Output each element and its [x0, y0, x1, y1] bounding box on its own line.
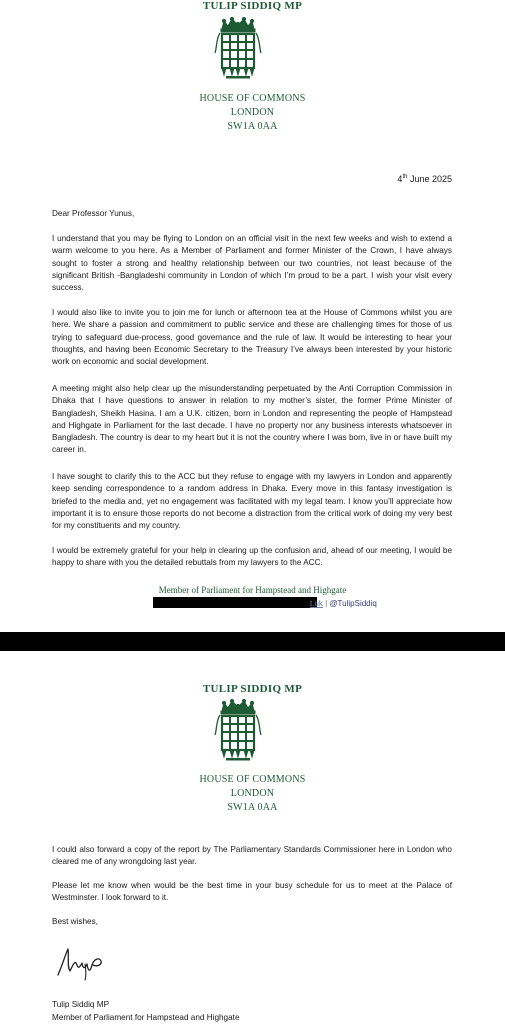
signatory-role: Member of Parliament for Hampstead and Highgate [52, 1013, 240, 1022]
letterhead-address-line-1: HOUSE OF COMMONS [199, 774, 306, 785]
email-link-fragment[interactable]: t.uk [310, 599, 323, 608]
salutation: Dear Professor Yunus, [52, 209, 135, 218]
page-separator [0, 632, 505, 651]
closing: Best wishes, [52, 917, 98, 926]
portcullis-icon [214, 17, 262, 81]
signatory-name: Tulip Siddiq MP [52, 1000, 110, 1009]
body-paragraph: I would be extremely grateful for your help in clearing up the confusion and, ahead of our meeting, I would be happy to share with you the detailed rebuttals from my lawyers to the ACC. [52, 546, 452, 568]
footer-contact-line: t.uk | @TulipSiddiq [310, 599, 377, 608]
letter-date: 4th June 2025 [397, 174, 452, 184]
twitter-handle: @TulipSiddiq [329, 599, 377, 608]
body-paragraph: A meeting might also help clear up the misunderstanding perpetuated by the Anti Corruption Commission in Dhaka that I have questions to answer in relation to my mother’s sister, the former Prime Minister of Bangladesh, Sheikh Hasina. I am a U.K. citizen, born in London and representing the people of Hampstead and Highgate in Parliament for the last decade. I have no property nor any business interests whatsoever in Bangladesh. The country is dear to my heart but it is not the country where I was born, live in or have built my career in. [52, 384, 452, 455]
body-paragraph: I understand that you may be flying to London on an official visit in the next few weeks and wish to extend a warm welcome to you here. As a Member of Parliament and former Minister of the Crown, I have always sought to foster a strong and healthy relationship between our two countries, not least because of the significant British -Bangladeshi community in London of which I’m proud to be a part. I wish your visit every success. [52, 234, 452, 293]
body-paragraph: I could also forward a copy of the report by The Parliamentary Standards Commissioner here in London who cleared me of any wrongdoing last year. [52, 845, 452, 867]
body-paragraph: I have sought to clarify this to the ACC but they refuse to engage with my lawyers in London and apparently keep sending correspondence to a random address in Dhaka. Every move in this fantasy investigation is briefed to the media and, yet no engagement was facilitated with my legal team. I know you’ll appreciate how important it is to ensure those reports do not become a distraction from the critical work of doing my very best for my constituents and my country. [52, 472, 452, 531]
letterhead-address-line-2: LONDON [230, 107, 275, 118]
portcullis-icon [214, 699, 262, 763]
letterhead-address-line-2: LONDON [230, 788, 275, 799]
letterhead-address-line-3: SW1A 0AA [227, 802, 278, 813]
signature-mark [55, 945, 111, 981]
letterhead-mp-name: TULIP SIDDIQ MP [202, 0, 303, 12]
letter-page-2 [0, 651, 505, 1024]
letterhead-address-line-3: SW1A 0AA [227, 121, 278, 132]
body-paragraph: I would also like to invite you to join me for lunch or afternoon tea at the House of Commons whilst you are here. We share a passion and commitment to public service and these are challenging times for those of us trying to safeguard due-process, good governance and the rule of law. It would be interesting to hear your thoughts, and having been Economic Secretary to the Treasury I’ve always been interested by your historic work on economic and social development. [52, 308, 452, 367]
body-paragraph: Please let me know when would be the best time in your busy schedule for us to meet at the Palace of Westminster. I look forward to it. [52, 881, 452, 903]
letterhead-mp-name: TULIP SIDDIQ MP [202, 683, 303, 695]
footer-constituency: Member of Parliament for Hampstead and Highgate [158, 585, 347, 595]
letterhead-address-line-1: HOUSE OF COMMONS [199, 93, 306, 104]
